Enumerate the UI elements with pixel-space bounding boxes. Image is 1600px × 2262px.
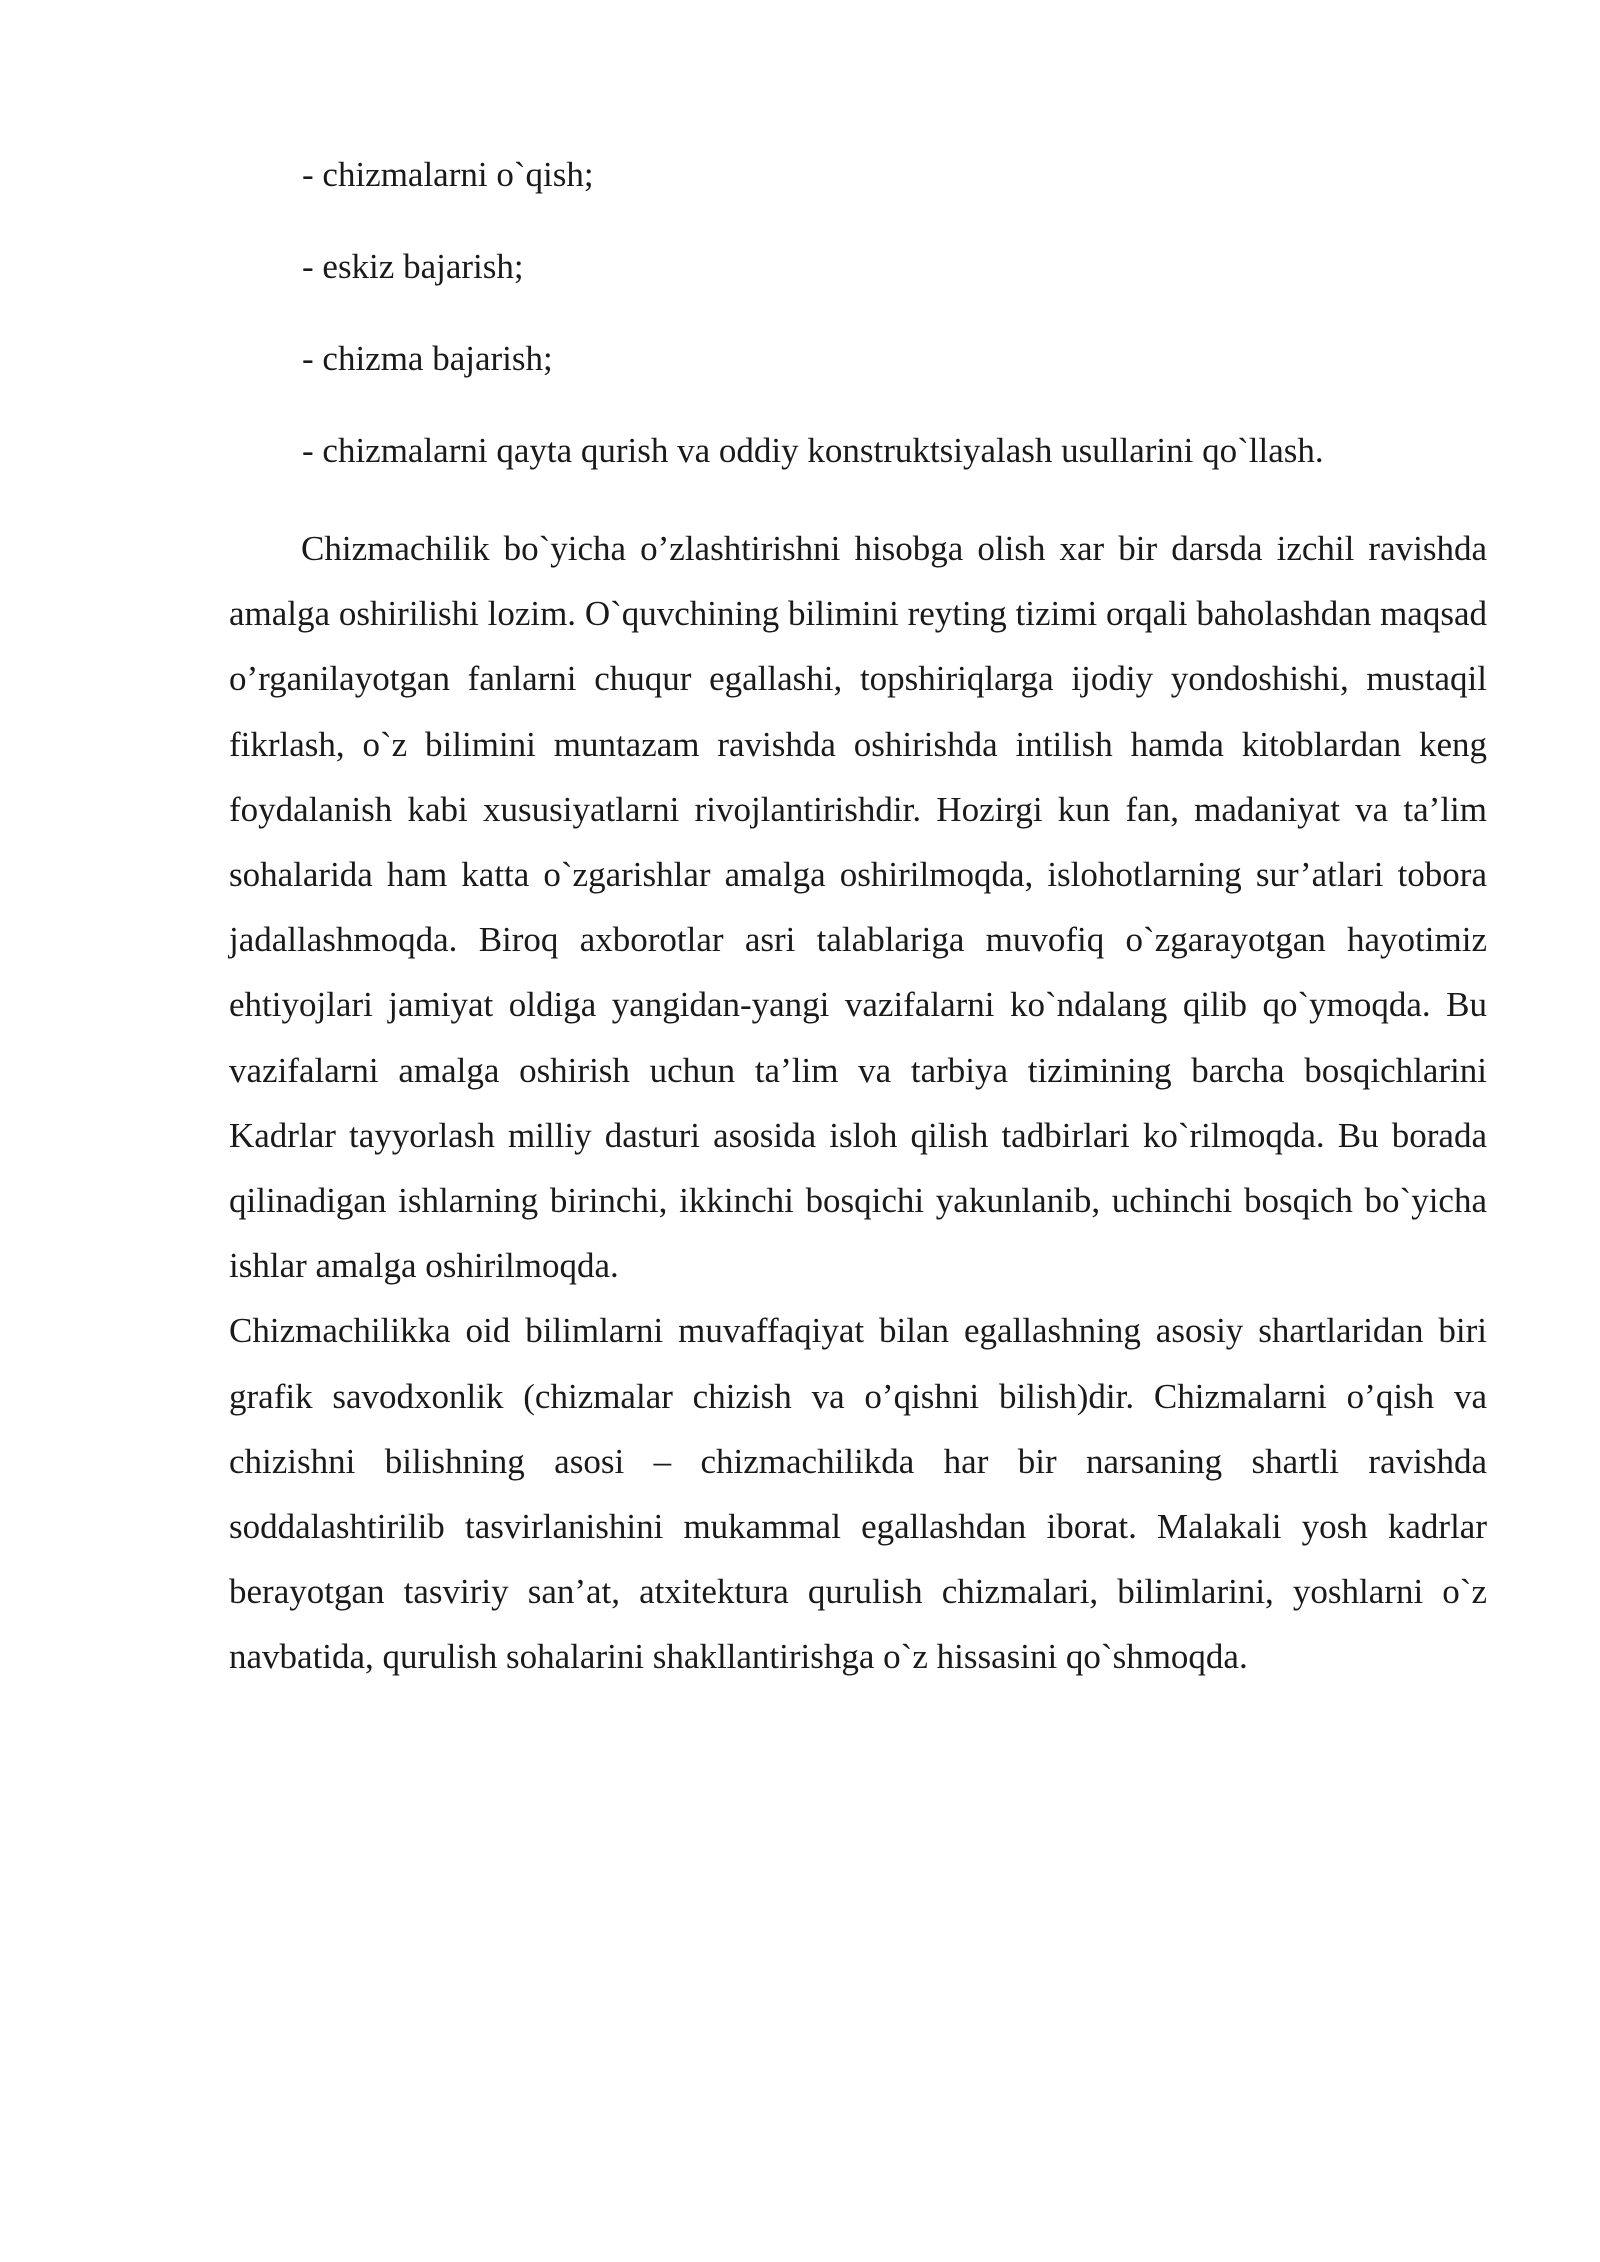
list-item: - chizmalarni o`qish; [302,155,594,194]
document-body [229,516,1487,1690]
paragraph: Chizmachilik bo`yicha o’zlashtirishni hisobga olish xar bir darsda izchil ravishda amalga oshirilishi lozim. O`quvchining bilimini reyting tizimi orqali baholashdan maqsad o’rganilayotgan fanlarni chuqur egallashi, topshiriqlarga ijodiy yondoshishi, mustaqil fikrlash, o`z bilimini muntazam ravishda oshirishda intilish hamda kitoblardan keng foydalanish kabi xususiyatlarni rivojlantirishdir. Hozirgi kun fan, madaniyat va ta’lim sohalarida ham katta o`zgarishlar amalga oshirilmoqda, islohotlarning sur’atlari tobora jadallashmoqda. Biroq axborotlar asri talablariga muvofiq o`zgarayotgan hayotimiz ehtiyojlari jamiyat oldiga yangidan-yangi vazifalarni ko`ndalang qilib qo`ymoqda. Bu vazifalarni amalga oshirish uchun ta’lim va tarbiya tizimining barcha bosqichlarini Kadrlar tayyorlash milliy dasturi asosida isloh qilish tadbirlari ko`rilmoqda. Bu borada qilinadigan ishlarning birinchi, ikkinchi bosqichi yakunlanib, uchinchi bosqich bo`yicha ishlar amalga oshirilmoqda. [229,529,1487,1286]
list-item: - chizma bajarish; [302,339,553,378]
paragraph: Chizmachilikka oid bilimlarni muvaffaqiyat bilan egallashning asosiy shartlaridan biri grafik savodxonlik (chizmalar chizish va o’qishni bilish)dir. Chizmalarni o’qish va chizishni bilishning asosi – chizmachilikda har bir narsaning shartli ravishda soddalashtirilib tasvirlanishini mukammal egallashdan iborat. Malakali yosh kadrlar berayotgan tasviriy san’at, atxitektura qurulish chizmalari, bilimlarini, yoshlarni o`z navbatida, qurulish sohalarini shakllantirishga o`z hissasini qo`shmoqda. [229,1311,1487,1677]
list-item: - chizmalarni qayta qurish va oddiy konstruktsiyalash usullarini qo`llash. [302,431,1324,470]
list-item: - eskiz bajarish; [302,247,524,286]
requirements-list [302,148,1324,516]
